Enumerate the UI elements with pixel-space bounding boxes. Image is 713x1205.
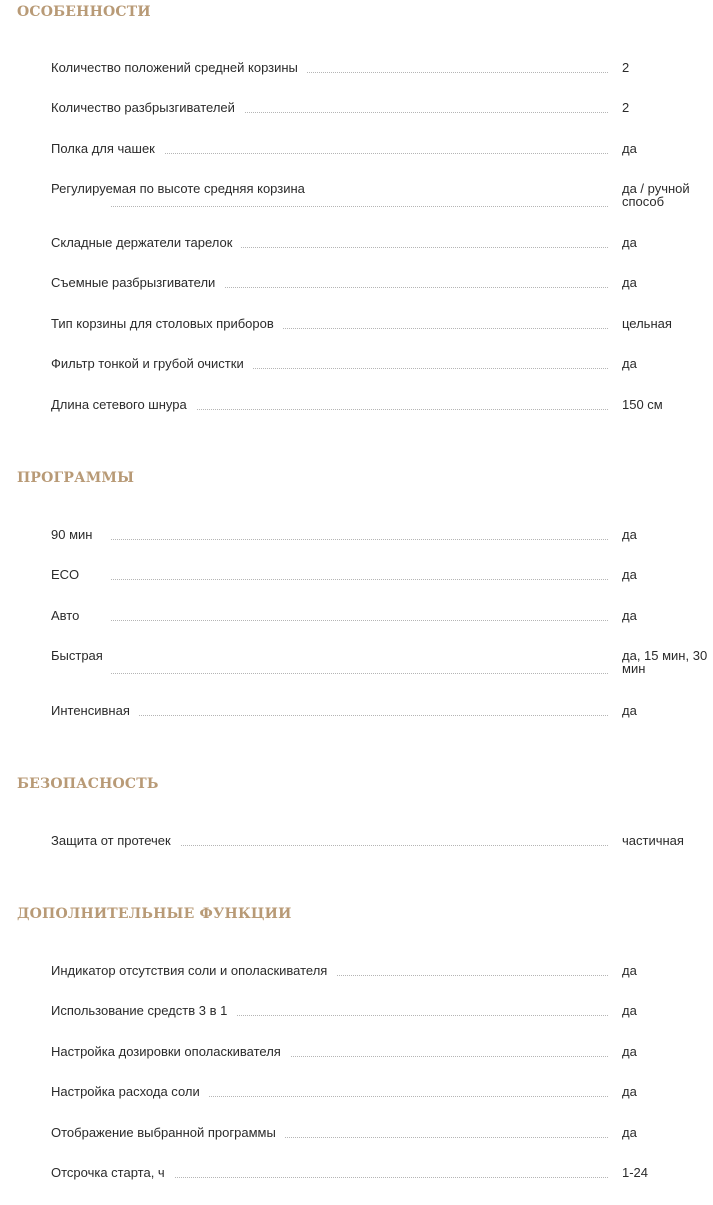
spec-row [51, 181, 713, 221]
section-title-features: ОСОБЕННОСТИ [17, 4, 151, 20]
spec-label: Длина сетевого шнура [51, 397, 196, 413]
dot-leader [111, 1177, 608, 1178]
dot-leader [111, 539, 608, 540]
spec-label: Регулируемая по высоте средняя корзина [51, 181, 314, 197]
spec-value: да [622, 356, 637, 371]
spec-value: да [622, 567, 637, 582]
spec-value: частичная [622, 833, 684, 848]
spec-value: да [622, 235, 637, 250]
spec-row [51, 100, 713, 140]
section-title-extra-functions: ДОПОЛНИТЕЛЬНЫЕ ФУНКЦИИ [17, 906, 292, 922]
spec-label: 90 мин [51, 527, 101, 543]
spec-row [51, 567, 713, 607]
spec-value: да / ручной способ [622, 181, 690, 209]
spec-label: Фильтр тонкой и грубой очистки [51, 356, 253, 372]
spec-value: да [622, 527, 637, 542]
spec-row [51, 397, 713, 437]
spec-row [51, 316, 713, 356]
dot-leader [111, 845, 608, 846]
spec-label: Интенсивная [51, 703, 139, 719]
spec-value: да [622, 963, 637, 978]
spec-row [51, 1044, 713, 1084]
dot-leader [111, 620, 608, 621]
spec-row [51, 703, 713, 743]
section-title-programs: ПРОГРАММЫ [17, 470, 135, 486]
spec-label: Быстрая [51, 648, 112, 664]
section-title-safety: БЕЗОПАСНОСТЬ [17, 776, 159, 792]
spec-value: 2 [622, 60, 630, 75]
spec-label: Отображение выбранной программы [51, 1125, 285, 1141]
spec-value: да [622, 1125, 637, 1140]
spec-label: Складные держатели тарелок [51, 235, 241, 251]
spec-value: цельная [622, 316, 672, 331]
spec-value: да [622, 703, 637, 718]
spec-label: Съемные разбрызгиватели [51, 275, 224, 291]
spec-label: Тип корзины для столовых приборов [51, 316, 283, 332]
spec-label: Полка для чашек [51, 141, 164, 157]
spec-row [51, 1125, 713, 1165]
spec-label: Использование средств 3 в 1 [51, 1003, 236, 1019]
spec-label: Авто [51, 608, 88, 624]
spec-value: да [622, 1084, 637, 1099]
spec-row [51, 141, 713, 181]
spec-value: да [622, 1044, 637, 1059]
spec-row [51, 1165, 713, 1205]
spec-value: да [622, 275, 637, 290]
spec-row [51, 608, 713, 648]
spec-row [51, 963, 713, 1003]
spec-label: Количество разбрызгивателей [51, 100, 244, 116]
dot-leader [111, 579, 608, 580]
spec-label: Настройка расхода соли [51, 1084, 209, 1100]
spec-row [51, 356, 713, 396]
spec-value: 2 [622, 100, 630, 115]
dot-leader [111, 206, 608, 207]
spec-label: ECO [51, 567, 88, 583]
spec-row [51, 527, 713, 567]
spec-value: 150 см [622, 397, 663, 412]
spec-row [51, 60, 713, 100]
dot-leader [111, 153, 608, 154]
spec-label: Индикатор отсутствия соли и ополаскивателя [51, 963, 336, 979]
spec-row [51, 1003, 713, 1043]
dot-leader [111, 673, 608, 674]
spec-row [51, 275, 713, 315]
spec-label: Защита от протечек [51, 833, 180, 849]
spec-value: да [622, 1003, 637, 1018]
dot-leader [111, 715, 608, 716]
spec-value: да [622, 608, 637, 623]
spec-value: да [622, 141, 637, 156]
spec-row [51, 648, 713, 688]
spec-label: Отсрочка старта, ч [51, 1165, 174, 1181]
spec-value: да, 15 мин, 30 мин [622, 648, 708, 676]
spec-row [51, 235, 713, 275]
spec-label: Настройка дозировки ополаскивателя [51, 1044, 290, 1060]
spec-row [51, 1084, 713, 1124]
spec-row [51, 833, 713, 873]
spec-label: Количество положений средней корзины [51, 60, 307, 76]
spec-value: 1-24 [622, 1165, 649, 1180]
